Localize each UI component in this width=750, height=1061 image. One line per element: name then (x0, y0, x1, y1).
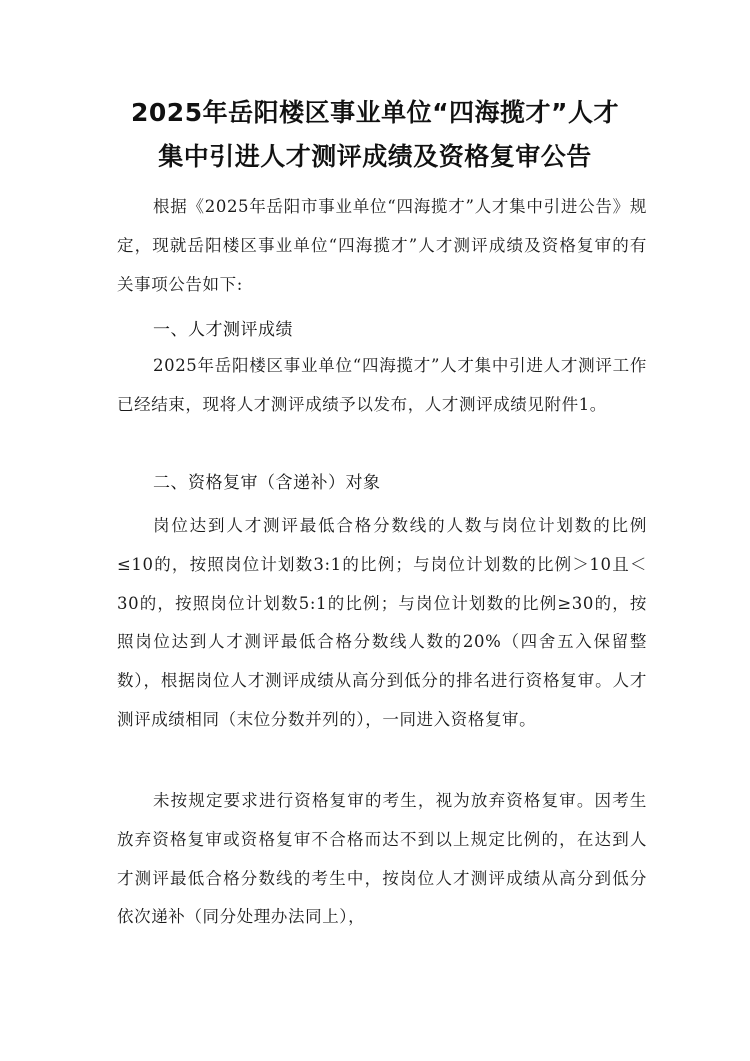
section-2-paragraph-2: 未按规定要求进行资格复审的考生，视为放弃资格复审。因考生放弃资格复审或资格复审不合格而达不到以上规定比例的，在达到人才测评最低合格分数线的考生中，按岗位人才测评成绩从高分到低分依次递补（同分处理办法同上）， (117, 791, 647, 927)
intro-paragraph: 根据《2025年岳阳市事业单位“四海揽才”人才集中引进公告》规定，现就岳阳楼区事业单位“四海揽才”人才测评成绩及资格复审的有关事项公告如下: (117, 197, 647, 294)
title-line-1: 2025年岳阳楼区事业单位“四海揽才”人才 (131, 98, 619, 127)
section-1-heading: 一、人才测评成绩 (153, 320, 293, 340)
section-2-heading: 二、资格复审（含递补）对象 (153, 473, 381, 493)
title-line-2: 集中引进人才测评成绩及资格复审公告 (158, 142, 592, 171)
section-1-paragraph: 2025年岳阳楼区事业单位“四海揽才”人才集中引进人才测评工作已经结束，现将人才测评成绩予以发布，人才测评成绩见附件1。 (117, 356, 647, 414)
section-2-paragraph: 岗位达到人才测评最低合格分数线的人数与岗位计划数的比例≤10的，按照岗位计划数3:1的比例；与岗位计划数的比例＞10且＜30的，按照岗位计划数5:1的比例；与岗位计划数的比例≥30的，按照岗位达到人才测评最低合格分数线人数的20%（四舍五入保留整数），根据岗位人才测评成绩从高分到低分的排名进行资格复审。人才测评成绩相同（末位分数并列的），一同进入资格复审。 (117, 516, 647, 729)
